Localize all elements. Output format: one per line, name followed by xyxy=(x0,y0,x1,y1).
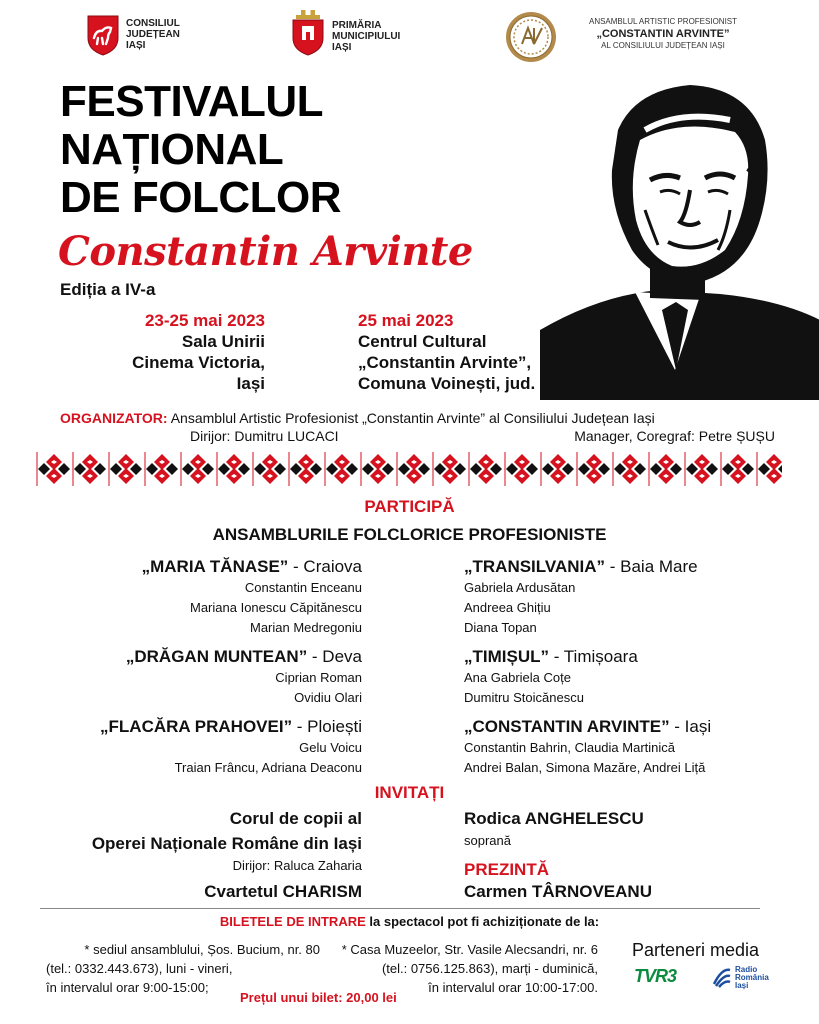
host-label: PREZINTĂ xyxy=(464,860,549,879)
member: Constantin Enceanu xyxy=(244,580,362,595)
venue2-line3: Comuna Voinești, jud. Iași xyxy=(358,374,569,393)
ensemble-name: „TIMIȘUL” xyxy=(464,647,549,666)
venue2-date: 25 mai 2023 xyxy=(358,311,454,330)
tickets-right xyxy=(318,940,598,997)
organizer-manager: Manager, Coregraf: Petre ȘUȘU xyxy=(574,428,775,444)
logo2-line2: MUNICIPIULUI xyxy=(332,31,401,42)
ensemble-name: „DRĂGAN MUNTEAN” xyxy=(125,647,308,666)
ensemble-left-1 xyxy=(40,556,362,638)
radio-romania-logo xyxy=(735,966,769,990)
quartet: Cvartetul CHARISM xyxy=(204,882,362,901)
choir-line-2: Operei Naționale Române din Iași xyxy=(91,834,362,853)
logo1-line1: CONSILIUL xyxy=(126,18,180,29)
ensemble-right-2 xyxy=(464,646,794,708)
choir-line-1: Corul de copii al xyxy=(229,809,362,828)
guests-left xyxy=(40,806,362,904)
ensemble-city: - Craiova xyxy=(288,557,362,576)
ensembles-left xyxy=(40,556,362,778)
edition: Ediția a IV-a xyxy=(60,280,156,299)
radio-line-2: România xyxy=(735,973,769,982)
divider xyxy=(40,908,760,909)
member: Diana Topan xyxy=(464,620,537,635)
tickets-right-1: * Casa Muzeelor, Str. Vasile Alecsandri, nr. 6 xyxy=(341,942,598,957)
ensemble-right-3 xyxy=(464,716,794,778)
logo-consiliul-judetean xyxy=(86,12,226,62)
organizer-conductor: Dirijor: Dumitru LUCACI xyxy=(190,428,339,444)
tickets-right-3: în intervalul orar 10:00-17:00. xyxy=(428,980,598,995)
venue1-line3: Iași xyxy=(236,374,265,393)
member: Dumitru Stoicănescu xyxy=(464,690,584,705)
venue2-line1: Centrul Cultural xyxy=(358,332,487,351)
tickets-left xyxy=(20,940,320,997)
venue1-line1: Sala Unirii xyxy=(181,332,265,351)
ensemble-emblem-icon xyxy=(504,10,558,64)
ensemble-name: „CONSTANTIN ARVINTE” xyxy=(464,717,670,736)
logo2-line1: PRIMĂRIA xyxy=(332,20,382,31)
member: Andreea Ghițiu xyxy=(464,600,551,615)
organizer-label: ORGANIZATOR: xyxy=(60,410,168,426)
ensemble-city: - Baia Mare xyxy=(605,557,698,576)
tickets-left-3: în intervalul orar 9:00-15:00; xyxy=(46,980,209,995)
tickets-label: BILETELE DE INTRARE xyxy=(219,914,366,929)
logo2-line3: IAȘI xyxy=(332,42,352,53)
guests-right xyxy=(464,806,794,903)
venue-2 xyxy=(358,310,618,394)
ensemble-left-3 xyxy=(40,716,362,778)
ensemble-name: „FLACĂRA PRAHOVEI” xyxy=(100,717,293,736)
city-coat-of-arms-icon xyxy=(290,8,326,56)
tickets-heading xyxy=(0,914,819,929)
guests-heading: INVITAȚI xyxy=(374,783,445,802)
tvr3-logo: TVR3 xyxy=(634,966,677,986)
county-coat-of-arms-icon xyxy=(86,14,120,56)
ticket-price: Prețul unui bilet: 20,00 lei xyxy=(240,990,397,1005)
member: Gelu Voicu xyxy=(299,740,362,755)
ensemble-name: „TRANSILVANIA” xyxy=(464,557,606,576)
participa-subheading: ANSAMBLURILE FOLCLORICE PROFESIONISTE xyxy=(212,525,607,544)
member: Mariana Ionescu Căpitănescu xyxy=(190,600,362,615)
member: Gabriela Ardusătan xyxy=(464,580,576,595)
logo-primaria xyxy=(290,8,440,64)
member: Ciprian Roman xyxy=(275,670,362,685)
member: Ana Gabriela Coțe xyxy=(464,670,571,685)
ensemble-name: „MARIA TĂNASE” xyxy=(141,557,289,576)
member: Constantin Bahrin, Claudia Martinică xyxy=(464,740,675,755)
partners-label: Parteneri media xyxy=(632,940,760,960)
member: Andrei Balan, Simona Mazăre, Andrei Liță xyxy=(464,760,706,775)
logo1-line2: JUDEȚEAN xyxy=(126,29,180,40)
logo-ansamblul xyxy=(504,10,764,66)
participa-heading: PARTICIPĂ xyxy=(364,497,455,516)
ensemble-left-2 xyxy=(40,646,362,708)
folk-pattern-border xyxy=(36,452,782,486)
ensemble-city: - Timișoara xyxy=(549,647,638,666)
radio-line-3: Iași xyxy=(735,981,749,990)
ensemble-city: - Deva xyxy=(307,647,362,666)
logo1-line3: IAȘI xyxy=(126,40,146,51)
radio-line-1: Radio xyxy=(735,965,758,974)
venue-1 xyxy=(60,310,265,394)
tickets-right-2: (tel.: 0756.125.863), marți - duminică, xyxy=(381,961,598,976)
venue1-date: 23-25 mai 2023 xyxy=(144,311,265,330)
venue1-line2: Cinema Victoria, xyxy=(132,353,265,372)
title-line-1: FESTIVALUL xyxy=(60,77,324,126)
tickets-left-1: * sediul ansamblului, Șos. Bucium, nr. 80 xyxy=(84,942,320,957)
logo3-line1: ANSAMBLUL ARTISTIC PROFESIONIST xyxy=(588,17,738,26)
member: Marian Medregoniu xyxy=(249,620,362,635)
title-line-2: NAȚIONAL xyxy=(60,125,284,174)
organizer-line xyxy=(60,410,800,427)
tickets-left-2: (tel.: 0332.443.673), luni - vineri, xyxy=(46,961,233,976)
choir-conductor: Dirijor: Raluca Zaharia xyxy=(232,858,362,873)
ensemble-city: - Iași xyxy=(669,717,712,736)
radio-romania-icon xyxy=(712,966,732,988)
title-line-3: DE FOLCLOR xyxy=(60,173,341,222)
organizer-text: Ansamblul Artistic Profesionist „Constantin Arvinte” al Consiliului Județean Iași xyxy=(170,410,655,426)
logo3-line2: „CONSTANTIN ARVINTE” xyxy=(596,28,730,40)
soloist: Rodica ANGHELESCU xyxy=(464,809,644,828)
venue2-line2: „Constantin Arvinte”, xyxy=(358,353,532,372)
host: Carmen TÂRNOVEANU xyxy=(464,882,652,901)
logo3-line3: AL CONSILIULUI JUDEȚEAN IAȘI xyxy=(601,41,725,50)
ensemble-city: - Ploiești xyxy=(292,717,362,736)
member: Ovidiu Olari xyxy=(294,690,362,705)
title-name: Constantin Arvinte xyxy=(58,228,473,275)
member: Traian Frâncu, Adriana Deaconu xyxy=(174,760,362,775)
ensembles-right xyxy=(464,556,794,778)
ensemble-right-1 xyxy=(464,556,794,638)
soloist-role: soprană xyxy=(464,833,511,848)
tickets-text: la spectacol pot fi achiziționate de la: xyxy=(365,914,600,929)
